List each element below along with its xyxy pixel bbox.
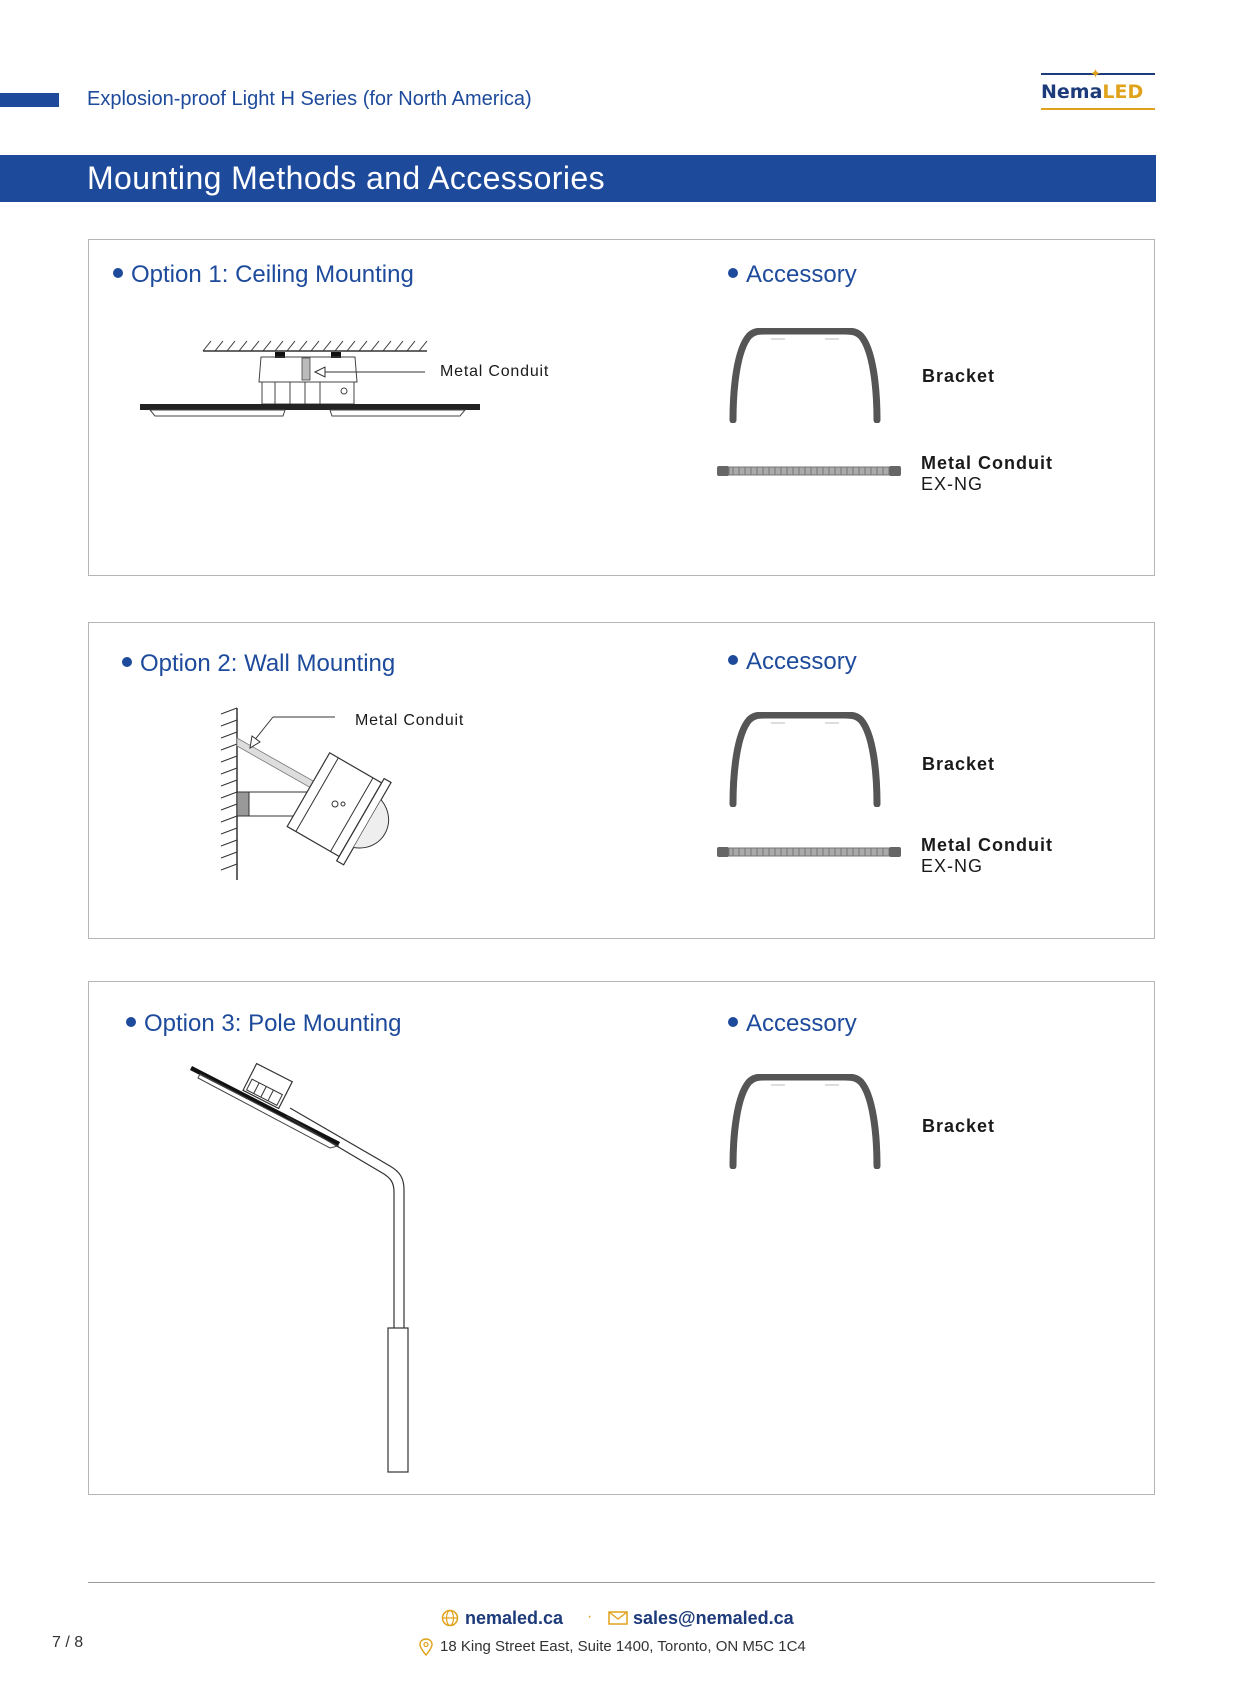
accessory-bracket-label: Bracket [922,366,996,386]
accessory-conduit-label-2: Metal Conduit [921,835,1053,855]
location-pin-icon [419,1638,433,1661]
bracket-icon [727,328,887,423]
maple-leaf-icon: ✦ [1090,66,1101,81]
globe-icon [441,1609,459,1632]
diagram-label-metal-conduit: Metal Conduit [440,363,550,380]
option-3-title: Option 3: Pole Mounting [126,1010,402,1038]
metal-conduit-icon [717,843,902,861]
page-number: 7 / 8 [52,1634,84,1651]
option-1-title: Option 1: Ceiling Mounting [113,261,414,289]
bracket-icon [727,712,887,807]
email-link[interactable]: sales@nemaled.ca [633,1608,794,1628]
accessory-conduit-model: EX-NG [921,474,984,494]
option-2-title: Option 2: Wall Mounting [122,650,395,678]
footer-divider [88,1582,1155,1583]
section-title: Mounting Methods and Accessories [87,160,605,196]
diagram-label-metal-conduit-2: Metal Conduit [355,712,465,729]
ceiling-mount-diagram [135,335,485,425]
header-accent-bar [0,93,59,107]
accessory-bracket-label-2: Bracket [922,754,996,774]
pole-mount-diagram [190,1060,430,1480]
accessory-2-title: Accessory [728,648,857,676]
accessory-3-title: Accessory [728,1010,857,1038]
company-address: 18 King Street East, Suite 1400, Toronto, ON M5C 1C4 [440,1638,806,1655]
company-logo: ✦ NemaLED [1040,68,1156,114]
document-title: Explosion-proof Light H Series (for North America) [87,88,532,110]
footer-separator: · [587,1608,593,1625]
mail-icon [608,1611,628,1630]
website-link[interactable]: nemaled.ca [465,1608,564,1628]
accessory-conduit-model-2: EX-NG [921,856,984,876]
metal-conduit-icon [717,462,902,480]
accessory-bracket-label-3: Bracket [922,1116,996,1136]
accessory-conduit-label: Metal Conduit [921,453,1053,473]
accessory-1-title: Accessory [728,261,857,289]
bracket-icon [727,1074,887,1169]
